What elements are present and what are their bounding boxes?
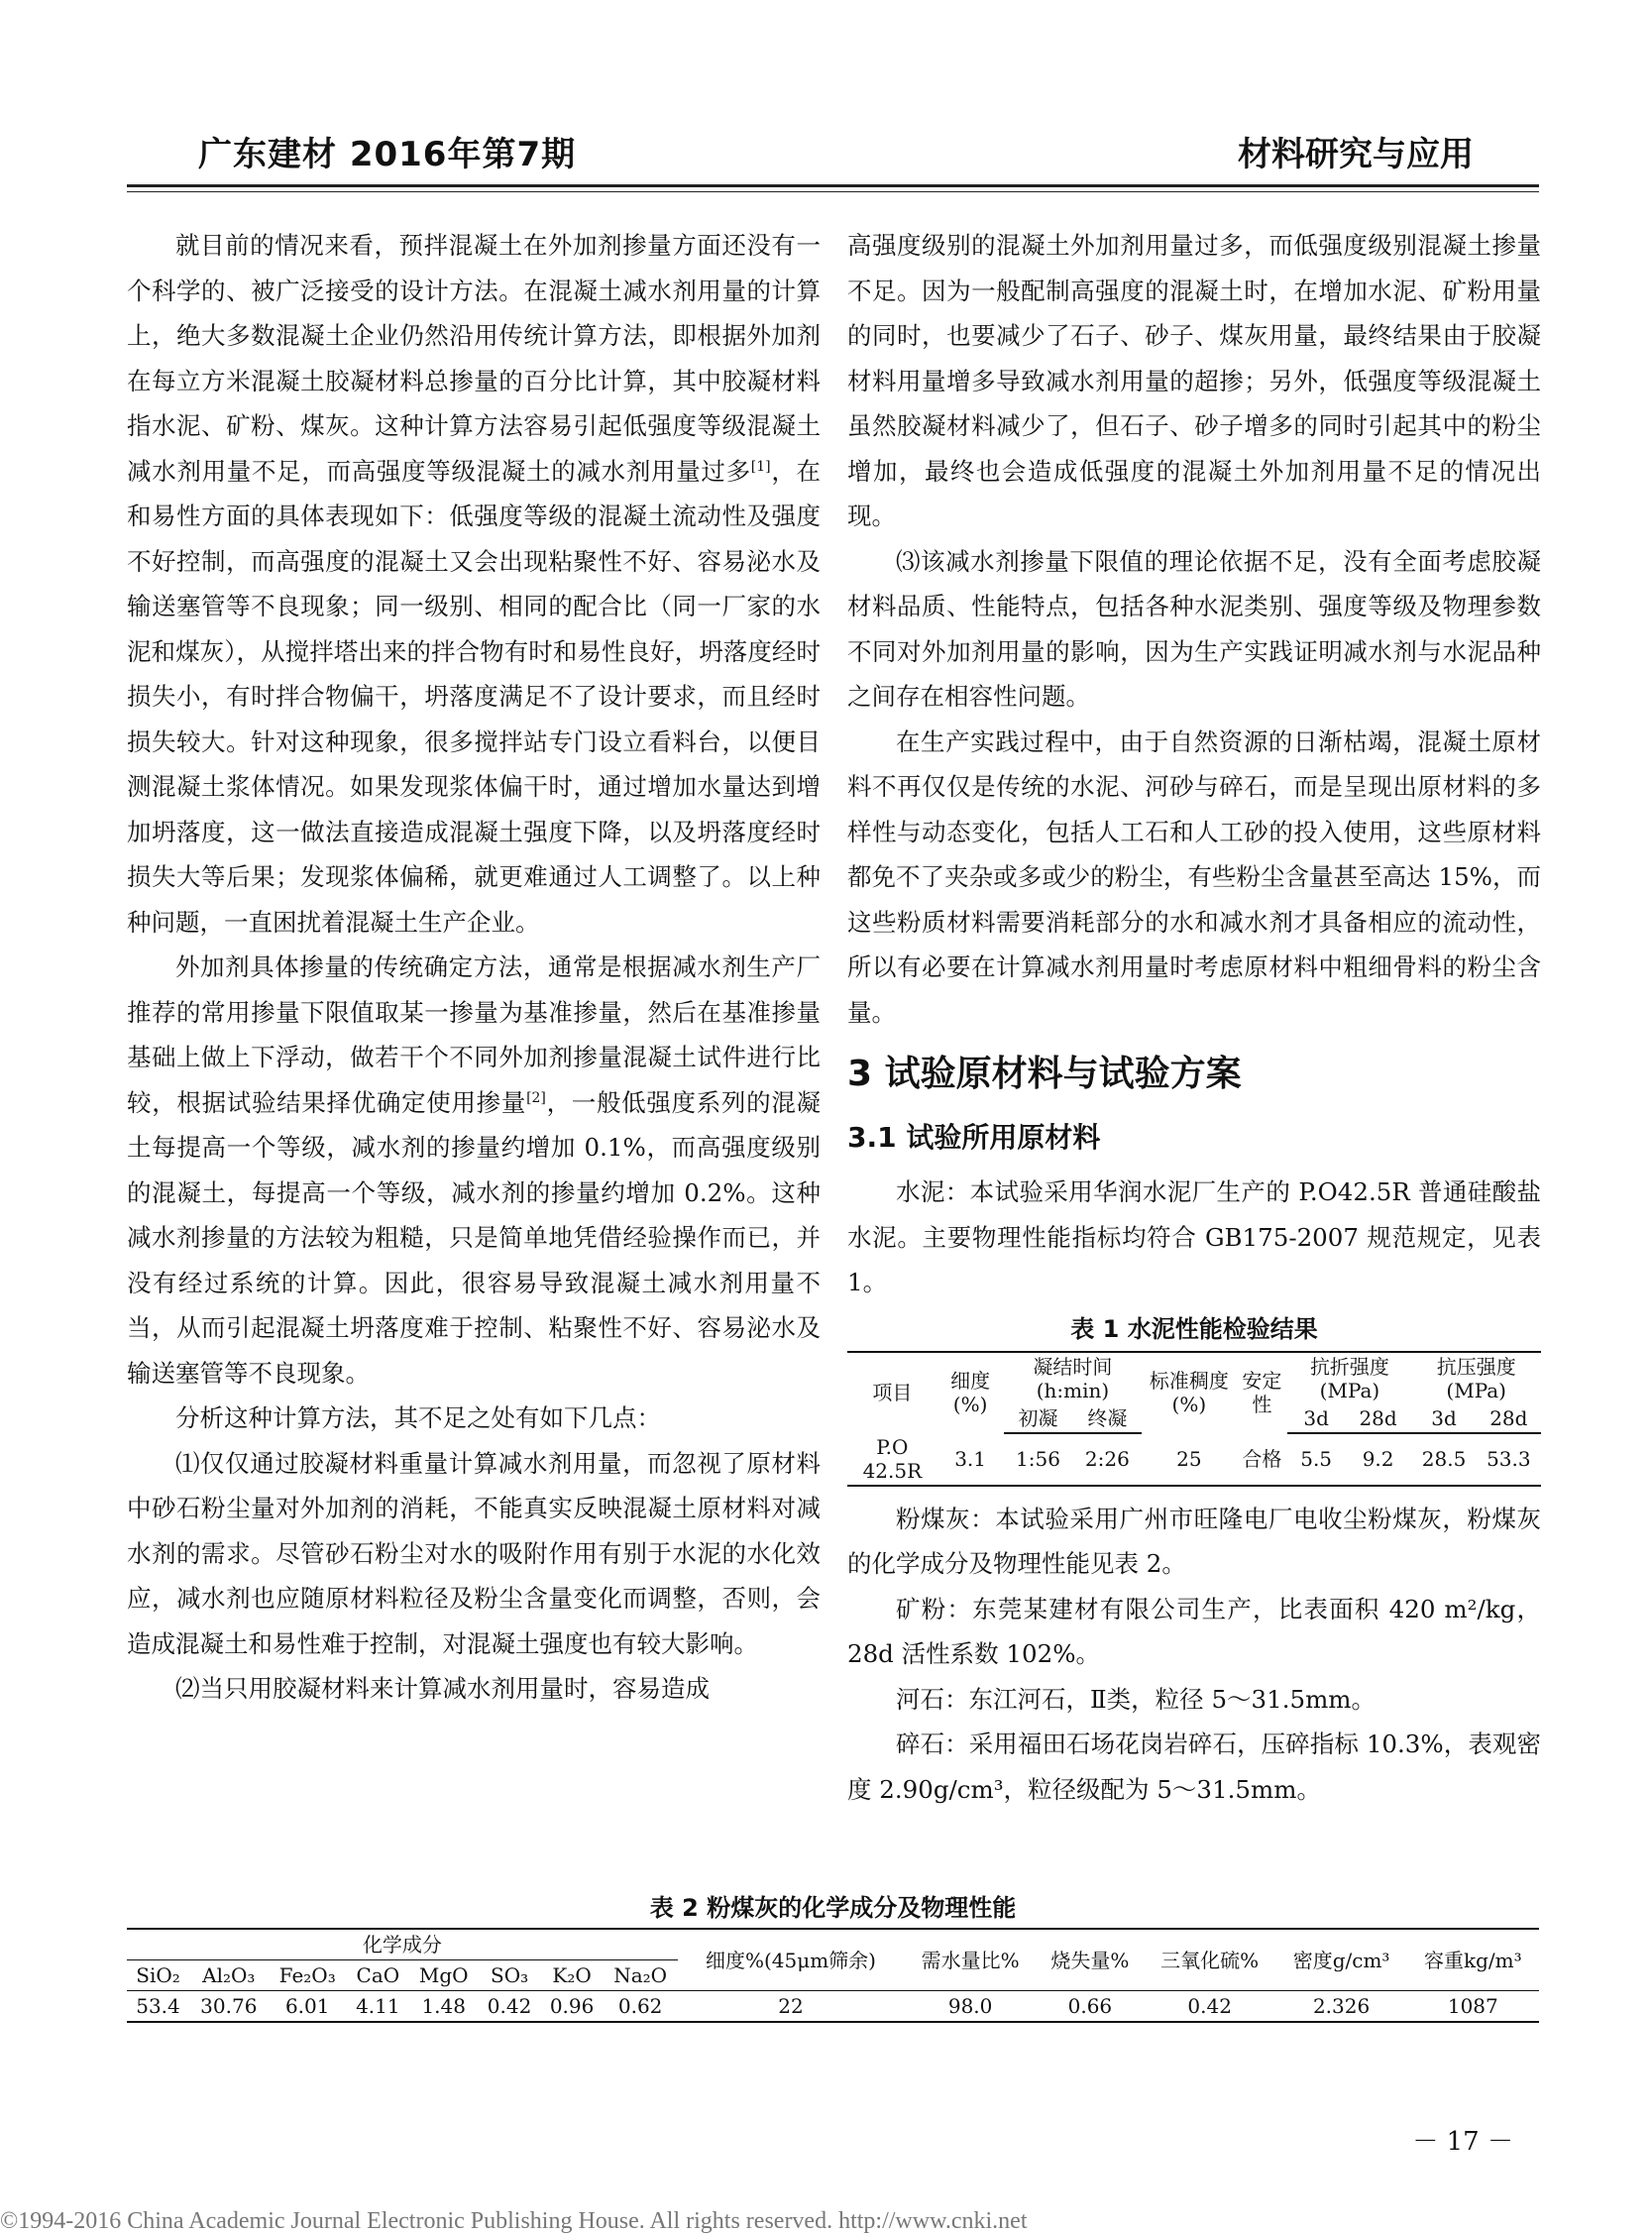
table-header: 容重kg/m³ (1407, 1929, 1539, 1991)
table-header: 细度%(45μm筛余) (678, 1929, 905, 1991)
table-cell: 6.01 (269, 1991, 347, 2023)
table-cell: 0.42 (1144, 1991, 1276, 2023)
table-cell: 25 (1142, 1433, 1236, 1486)
table-header: 3d (1287, 1404, 1344, 1433)
table-header: 28d (1477, 1404, 1541, 1433)
paragraph: ⑴仅仅通过胶凝材料重量计算减水剂用量，而忽视了原材料中砂石粉尘量对外加剂的消耗，不能真实反映混凝土原材料对减水剂的需求。尽管砂石粉尘对水的吸附作用有别于水泥的水化效应，减水剂也应随原材料粒径及粉尘含量变化而调整，否则，会造成混凝土和易性难于控制，对混凝土强度也有较大影响。 (127, 1448, 821, 1658)
table-cell: 3.1 (937, 1433, 1004, 1486)
table-header: K₂O (552, 1963, 592, 1987)
table-header: 初凝 (1004, 1404, 1073, 1433)
table-cell: 4.11 (347, 1991, 409, 2023)
table2-block (127, 1888, 1539, 2023)
table-header: 抗折强度(MPa) (1287, 1352, 1411, 1404)
paragraph: 高强度级别的混凝土外加剂用量过多，而低强度级别混凝土掺量不足。因为一般配制高强度的混凝土时，在增加水泥、矿粉用量的同时，也要减少了石子、砂子、煤灰用量，最终结果由于胶凝材料用量增多导致减水剂用量的超掺；另外，低强度等级混凝土虽然胶凝材料减少了，但石子、砂子增多的同时引起其中的粉尘增加，最终也会造成低强度的混凝土外加剂用量不足的情况出现。 (847, 231, 1541, 530)
table-cell: 53.4 (127, 1991, 189, 2023)
left-column (127, 223, 821, 1712)
paragraph: ⑶该减水剂掺量下限值的理论依据不足，没有全面考虑胶凝材料品质、性能特点，包括各种水泥类别、强度等级及物理参数不同对外加剂用量的影响，因为生产实践证明减水剂与水泥品种之间存在相容性问题。 (847, 546, 1541, 711)
journal-header: 广东建材 2016年第7期 (198, 135, 577, 174)
paragraph: 水泥：本试验采用华润水泥厂生产的 P.O42.5R 普通硅酸盐水泥。主要物理性能指标均符合 GB175-2007 规范规定，见表 1。 (847, 1177, 1541, 1296)
paragraph: 分析这种计算方法，其不足之处有如下几点： (175, 1403, 661, 1432)
table-cell: 1:56 (1004, 1433, 1073, 1486)
table1-caption: 表 1 水泥性能检验结果 (1070, 1314, 1318, 1343)
table-header: 抗压强度(MPa) (1411, 1352, 1541, 1404)
table-cell: 2.326 (1276, 1991, 1407, 2023)
table-header: 安定性 (1236, 1352, 1287, 1433)
table-cell: 0.66 (1037, 1991, 1144, 2023)
table-header: CaO (356, 1963, 400, 1987)
right-column (847, 223, 1541, 1812)
table-cell: 30.76 (189, 1991, 269, 2023)
header-rule-thin (127, 191, 1539, 192)
table-header: SiO₂ (136, 1963, 180, 1987)
citation-ref[interactable]: [1] (750, 458, 771, 475)
table-header: 需水量比% (904, 1929, 1037, 1991)
table-header: 化学成分 (127, 1929, 678, 1960)
header-rule-thick (127, 184, 1539, 187)
citation-ref[interactable]: [2] (526, 1089, 546, 1106)
table-cell: 9.2 (1345, 1433, 1412, 1486)
paragraph: 外加剂具体掺量的传统确定方法，通常是根据减水剂生产厂推荐的常用掺量下限值取某一掺量为基准掺量，然后在基准掺量基础上做上下浮动，做若干个不同外加剂掺量混凝土试件进行比较，根据试验结果择优确定使用掺量[2]，一般低强度系列的混凝土每提高一个等级，减水剂的掺量约增加 0.1%，而高强度级别的混凝土，每提高一个等级，减水剂的掺量约增加 0.2%。这种减水剂掺量的方法较为粗糙，只是简单地凭借经验操作而已，并没有经过系统的计算。因此，很容易导致混凝土减水剂用量不当，从而引起混凝土坍落度难于控制、粘聚性不好、容易泌水及输送塞管等不良现象。 (127, 952, 822, 1388)
table-header: 终凝 (1072, 1404, 1142, 1433)
table-header: 细度(%) (937, 1352, 1004, 1433)
table-header: 三氧化硫% (1144, 1929, 1276, 1991)
table-header: MgO (418, 1963, 469, 1987)
table-cell: 0.42 (479, 1991, 541, 2023)
table-cell: 5.5 (1287, 1433, 1344, 1486)
section-heading: 3 试验原材料与试验方案 (847, 1054, 1242, 1094)
table-cell: 53.3 (1477, 1433, 1541, 1486)
table2 (127, 1928, 1539, 2023)
paragraph: 就目前的情况来看，预拌混凝土在外加剂掺量方面还没有一个科学的、被广泛接受的设计方法。在混凝土减水剂用量的计算上，绝大多数混凝土企业仍然沿用传统计算方法，即根据外加剂在每立方米混凝土胶凝材料总掺量的百分比计算，其中胶凝材料指水泥、矿粉、煤灰。这种计算方法容易引起低强度等级混凝土减水剂用量不足，而高强度等级混凝土的减水剂用量过多[1]，在和易性方面的具体表现如下：低强度等级的混凝土流动性及强度不好控制，而高强度的混凝土又会出现粘聚性不好、容易泌水及输送塞管等不良现象；同一级别、相同的配合比（同一厂家的水泥和煤灰），从搅拌塔出来的拌合物有时和易性良好，坍落度经时损失小，有时拌合物偏干，坍落度满足不了设计要求，而且经时损失较大。针对这种现象，很多搅拌站专门设立看料台，以便目测混凝土浆体情况。如果发现浆体偏干时，通过增加水量达到增加坍落度，这一做法直接造成混凝土强度下降，以及坍落度经时损失大等后果；发现浆体偏稀，就更难通过人工调整了。以上种种问题，一直困扰着混凝土生产企业。 (127, 231, 822, 937)
table-cell: 2:26 (1072, 1433, 1142, 1486)
table-header: SO₃ (491, 1963, 529, 1987)
table-cell: 1087 (1407, 1991, 1539, 2023)
table-cell: 1.48 (409, 1991, 479, 2023)
table-header: 标准稠度(%) (1142, 1352, 1236, 1433)
paragraph: 碎石：采用福田石场花岗岩碎石，压碎指标 10.3%，表观密度 2.90g/cm³，粒径级配为 5～31.5mm。 (847, 1730, 1541, 1804)
table-cell: 22 (678, 1991, 905, 2023)
page-number: － 17 － (1412, 2127, 1513, 2157)
table1 (847, 1351, 1541, 1487)
subsection-heading: 3.1 试验所用原材料 (847, 1121, 1101, 1154)
table-cell: 28.5 (1411, 1433, 1476, 1486)
table-cell: 98.0 (904, 1991, 1037, 2023)
table-header: 28d (1345, 1404, 1412, 1433)
section-header: 材料研究与应用 (1238, 135, 1474, 174)
table-cell: P.O 42.5R (847, 1433, 937, 1486)
table-cell: 合格 (1236, 1433, 1287, 1486)
table-header: 项目 (847, 1352, 937, 1433)
table-cell: 0.62 (604, 1991, 678, 2023)
table-cell: 0.96 (541, 1991, 604, 2023)
copyright-footer: ©1994-2016 China Academic Journal Electronic Publishing House. All rights reserved. http://www.cnki.net (0, 2208, 1028, 2234)
paragraph: 矿粉：东莞某建材有限公司生产，比表面积 420 m²/kg，28d 活性系数 102%。 (847, 1594, 1541, 1668)
table-header: Fe₂O₃ (278, 1963, 336, 1987)
paragraph: ⑵当只用胶凝材料来计算减水剂用量时，容易造成 (175, 1674, 710, 1703)
paragraph: 河石：东江河石，Ⅱ类，粒径 5～31.5mm。 (896, 1684, 1377, 1714)
table-header: 凝结时间(h:min) (1004, 1352, 1143, 1404)
paragraph: 粉煤灰：本试验采用广州市旺隆电厂电收尘粉煤灰，粉煤灰的化学成分及物理性能见表 2。 (847, 1504, 1541, 1578)
table-header: Al₂O₃ (202, 1963, 256, 1987)
table-header: 密度g/cm³ (1276, 1929, 1407, 1991)
paragraph: 在生产实践过程中，由于自然资源的日渐枯竭，混凝土原材料不再仅仅是传统的水泥、河砂与碎石，而是呈现出原材料的多样性与动态变化，包括人工石和人工砂的投入使用，这些原材料都免不了夹杂或多或少的粉尘，有些粉尘含量甚至高达 15%，而这些粉质材料需要消耗部分的水和减水剂才具备相应的流动性，所以有必要在计算减水剂用量时考虑原材料中粗细骨料的粉尘含量。 (847, 726, 1541, 1027)
table-header: 3d (1411, 1404, 1476, 1433)
table2-caption: 表 2 粉煤灰的化学成分及物理性能 (649, 1894, 1017, 1922)
table-header: 烧失量% (1037, 1929, 1144, 1991)
table-header: Na₂O (613, 1963, 668, 1987)
